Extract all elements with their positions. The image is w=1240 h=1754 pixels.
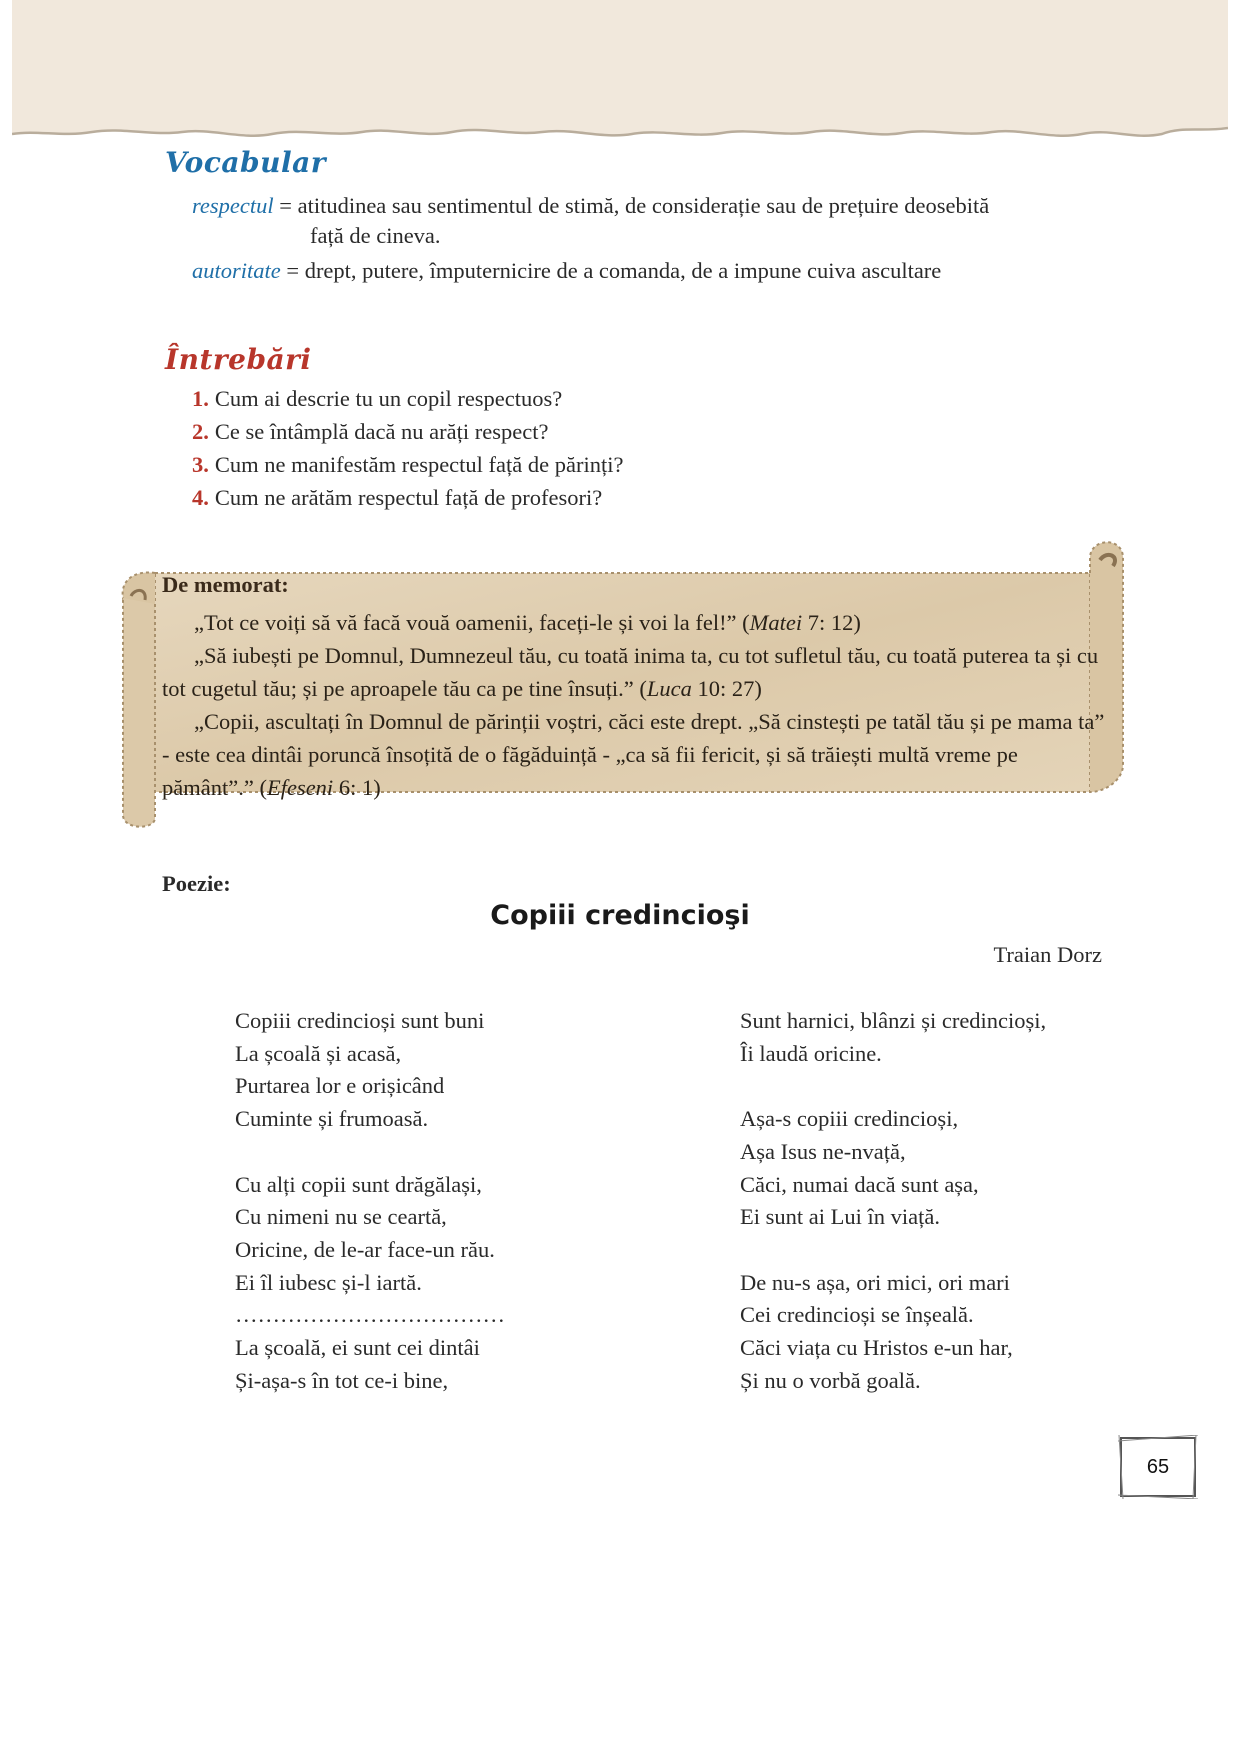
- poem-line: Ei sunt ai Lui în viață.: [740, 1204, 940, 1230]
- question-item: [192, 452, 623, 478]
- verse-book: Efeseni: [266, 775, 334, 800]
- poem-line: Îi laudă oricine.: [740, 1040, 882, 1066]
- vocabulary-definition: = drept, putere, împuternicire de a comanda, de a impune cuiva ascultare: [280, 258, 942, 283]
- memorize-verse: [162, 606, 1108, 639]
- verse-text: „Tot ce voiți să vă facă vouă oamenii, faceți-le și voi la fel!” (: [194, 610, 750, 635]
- poem-line: [235, 1136, 505, 1169]
- vocabulary-heading: Vocabular: [165, 146, 326, 179]
- poem-line: [740, 1070, 1046, 1103]
- verse-text: „Să iubești pe Domnul, Dumnezeul tău, cu toată inima ta, cu tot sufletul tău, cu toată puterea ta și cu tot cugetul tău; și pe aproapele tău ca pe tine însuți.” (: [162, 643, 1099, 701]
- poem-line: Cuminte și frumoasă.: [235, 1106, 429, 1132]
- poem-line: Căci viața cu Hristos e-un har,: [740, 1335, 1013, 1360]
- vocabulary-entry: [192, 189, 1092, 222]
- vocabulary-term: respectul: [192, 193, 274, 218]
- question-number: 4.: [192, 485, 209, 510]
- poem-left-column: [235, 1005, 505, 1397]
- poem-line: Cei credincioși se înșeală.: [740, 1302, 974, 1328]
- question-text: Cum ne arătăm respectul față de profesori?: [214, 485, 603, 510]
- memorize-verse: [162, 639, 1108, 705]
- question-number: 2.: [192, 419, 209, 444]
- memorize-title: De memorat:: [162, 572, 289, 597]
- memorize-verse: [162, 705, 1108, 804]
- verse-book: Matei: [749, 610, 803, 635]
- questions-heading: Întrebări: [165, 343, 312, 376]
- vocabulary-term: autoritate: [192, 258, 281, 283]
- verse-reference: 10: 27): [691, 676, 762, 701]
- verse-text: „Copii, ascultați în Domnul de părinții voștri, căci este drept. „Să cinstești pe tatăl tău și pe mama ta” - este cea dintâi poruncă însoțită de o făgăduință - „ca să fii fericit, și să trăiești multă vreme pe pământ”.” (: [162, 709, 1105, 800]
- question-text: Cum ne manifestăm respectul față de părinți?: [214, 452, 624, 477]
- verse-reference: 7: 12): [802, 610, 861, 635]
- poem-author: Traian Dorz: [993, 942, 1102, 967]
- poem-line: La școală, ei sunt cei dintâi: [235, 1335, 480, 1361]
- vocabulary-definition: = atitudinea sau sentimentul de stimă, de considerație sau de prețuire deosebită: [273, 193, 990, 218]
- verse-book: Luca: [646, 676, 692, 701]
- question-item: [192, 386, 562, 412]
- poem-line: Și nu o vorbă goală.: [740, 1367, 921, 1393]
- vocabulary-entry: [192, 254, 1092, 287]
- page-number: 65: [1146, 1456, 1170, 1478]
- poem-line: Așa-s copiii credincioși,: [740, 1106, 959, 1132]
- poem-line: Și-așa-s în tot ce-i bine,: [235, 1367, 449, 1393]
- poem-line: ………………………………: [235, 1302, 505, 1328]
- poem-line: Cu nimeni nu se ceartă,: [235, 1204, 447, 1230]
- poem-line: Purtarea lor e orișicând: [235, 1073, 445, 1099]
- poem-line: Oricine, de le-ar face-un rău.: [235, 1236, 495, 1262]
- verse-reference: 6: 1): [333, 775, 381, 800]
- poem-line: [740, 1234, 1046, 1267]
- poem-right-column: [740, 1005, 1046, 1397]
- question-number: 3.: [192, 452, 209, 477]
- question-item: [192, 485, 602, 511]
- header-paper-band: [12, 0, 1228, 148]
- vocabulary-definition-continuation: față de cineva.: [310, 223, 441, 248]
- question-text: Cum ai descrie tu un copil respectuos?: [214, 386, 563, 411]
- poem-line: Copiii credincioși sunt buni: [235, 1008, 485, 1033]
- poem-line: Așa Isus ne-nvață,: [740, 1138, 906, 1164]
- poem-line: De nu-s așa, ori mici, ori mari: [740, 1269, 1010, 1295]
- poem-line: Cu alți copii sunt drăgălași,: [235, 1171, 482, 1197]
- question-item: [192, 419, 548, 445]
- poem-line: La școală și acasă,: [235, 1040, 402, 1066]
- poem-line: Ei îl iubesc și-l iartă.: [235, 1269, 422, 1295]
- question-number: 1.: [192, 386, 209, 411]
- poem-title: Copiii credincioşi: [490, 900, 750, 931]
- poem-line: Căci, numai dacă sunt așa,: [740, 1171, 979, 1197]
- question-text: Ce se întâmplă dacă nu arăți respect?: [214, 419, 549, 444]
- poem-label: Poezie:: [162, 871, 231, 896]
- poem-line: Sunt harnici, blânzi și credincioși,: [740, 1008, 1047, 1033]
